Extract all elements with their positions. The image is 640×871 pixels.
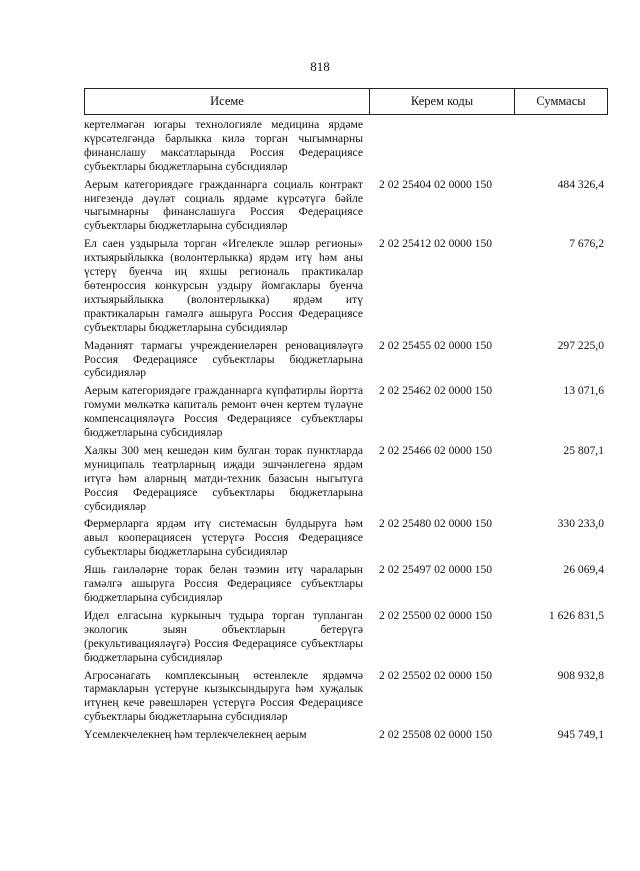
header-code: Керем коды: [370, 89, 515, 114]
row-sum: 945 749,1: [557, 728, 604, 742]
row-code: 2 02 25508 02 0000 150: [379, 728, 493, 742]
header-sum: Суммасы: [536, 94, 586, 108]
row-sum: 330 233,0: [557, 517, 604, 531]
table-header: [84, 88, 608, 115]
row-name: Аерым категориядәге гражданнарга күпфатирлы йортта гомуми мөлкәткә капиталь ремонт өчен кертем түләүне компенсацияләүгә Россия Федерациясе субъектлары бюджетларына субсидияләр: [84, 384, 363, 440]
row-code: 2 02 25466 02 0000 150: [379, 443, 493, 457]
row-name: Идел елгасына куркыныч тудыра торган тупланган экологик зыян объектларын бетерүгә (рекультивацияләүгә) Россия Федерациясе субъектлары бюджетларына субсидияләр: [84, 608, 363, 664]
row-code: [369, 118, 514, 174]
budget-table: [84, 88, 608, 742]
row-code: 2 02 25404 02 0000 150: [379, 177, 493, 191]
row-sum: 1 626 831,5: [548, 608, 604, 622]
row-name: Ел саен уздырыла торган «Игелекле эшләр регионы» ихтыярыйлыкка (волонтерлыкка) ярдәм итү һәм аны үстерү буенча иң яхшы региональ практикалар бөтенроссия конкурсын уздыру йомгаклары буенча ихтыярыйлыкка (волонтерлыкка) ярдәм итү практикаларын гамәлгә ашыруга Россия Федерациясе субъектлары бюджетларына субсидияләр: [84, 237, 363, 334]
row-code: 2 02 25455 02 0000 150: [379, 338, 493, 352]
table-row: [84, 384, 608, 440]
table-row: [84, 609, 608, 665]
row-code: 2 02 25462 02 0000 150: [379, 384, 493, 398]
row-code: 2 02 25500 02 0000 150: [379, 608, 493, 622]
row-sum: [514, 118, 606, 174]
page-number: 818: [310, 59, 330, 74]
table-row: [84, 339, 608, 381]
row-name: Фермерларга ярдәм итү системасын булдыруга һәм авыл кооперациясен үстерүгә Россия Федерациясе субъектлары бюджетларына субсидияләр: [84, 517, 363, 559]
table-row: [84, 444, 608, 514]
row-code: 2 02 25497 02 0000 150: [379, 563, 493, 577]
table-row: [84, 517, 608, 559]
row-sum: 13 071,6: [563, 384, 604, 398]
table-row: [84, 178, 608, 234]
table-row: [84, 237, 608, 334]
table-row: [84, 118, 608, 174]
row-sum: 908 932,8: [557, 668, 604, 682]
row-name: Агросәнагать комплексының өстенлекле ярдәмчә тармакларын үстерүне кызыксындыруга һәм хуҗалык итүнең кече рәвешләрен үстерүгә Россия Федерациясе субъектлары бюджетларына субсидияләр: [84, 668, 363, 724]
row-sum: 297 225,0: [557, 338, 604, 352]
row-name: Мәдәният тармагы учреждениеләрен реновацияләүгә Россия Федерациясе субъектлары бюджетларына субсидияләр: [84, 338, 363, 380]
row-sum: 484 326,4: [557, 177, 604, 191]
row-sum: 25 807,1: [563, 443, 604, 457]
table-body: [84, 115, 608, 742]
row-sum: 7 676,2: [569, 237, 604, 251]
table-row: [84, 728, 608, 742]
row-code: 2 02 25502 02 0000 150: [379, 668, 493, 682]
row-code: 2 02 25480 02 0000 150: [379, 517, 493, 531]
row-name: кертелмәгән югары технологияле медицина ярдәме күрсәтелгәндә барлыкка килә торган чыгымнарны финанслашу максатларында Россия Федерациясе субъектлары бюджетларына субсидияләр: [84, 118, 363, 173]
row-name: Яшь гаиләләрне торак белән тәэмин итү чараларын гамәлгә ашыруга Россия Федерациясе субъектлары бюджетларына субсидияләр: [84, 563, 363, 604]
row-sum: 26 069,4: [563, 563, 604, 577]
header-name: Исеме: [85, 89, 370, 114]
row-name: Халкы 300 мең кешедән ким булган торак пунктларда муниципаль театрларның иҗади эшчәнлегенә ярдәм итүгә һәм аларның матди-техник базасын ныгытуга Россия Федерациясе субъектлары бюджетларына субсидияләр: [84, 443, 363, 513]
row-code: 2 02 25412 02 0000 150: [379, 237, 493, 251]
row-name: Аерым категориядәге гражданнарга социаль контракт нигезендә дәүләт социаль ярдәме күрсәтүгә бәйле чыгымнарны финанслашуга Россия Федерациясе субъектлары бюджетларына субсидияләр: [84, 177, 363, 233]
table-row: [84, 563, 608, 605]
table-row: [84, 669, 608, 725]
row-name: Үсемлекчелекнең һәм терлекчелекнең аерым: [84, 728, 307, 742]
